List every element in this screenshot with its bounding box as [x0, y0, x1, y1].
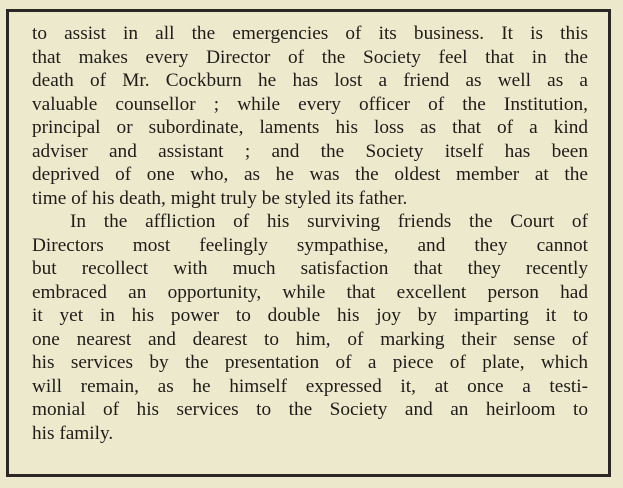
- text-line: will remain, as he himself expressed it, at once a testi-: [32, 375, 588, 397]
- text-line: valuable counsellor ; while every officer of the Institution,: [32, 93, 588, 115]
- page-frame: [6, 9, 611, 477]
- text-line: to assist in all the emergencies of its business. It is this: [32, 23, 588, 44]
- body-text: [32, 22, 588, 445]
- text-line: embraced an opportunity, while that excellent person had: [32, 281, 588, 303]
- text-line: monial of his services to the Society and an heirloom to: [32, 399, 588, 420]
- text-line: adviser and assistant ; and the Society itself has been: [32, 140, 588, 162]
- text-line: deprived of one who, as he was the oldest member at the: [32, 164, 588, 185]
- text-line: it yet in his power to double his joy by imparting it to: [32, 305, 588, 326]
- text-line: death of Mr. Cockburn he has lost a friend as well as a: [32, 70, 588, 91]
- text-line: that makes every Director of the Society feel that in the: [32, 46, 588, 68]
- text-line: principal or subordinate, laments his loss as that of a kind: [32, 117, 588, 138]
- text-line: time of his death, might truly be styled its father.: [32, 187, 408, 209]
- text-line: Directors most feelingly sympathise, and they cannot: [32, 234, 588, 256]
- text-line: In the affliction of his surviving friends the Court of: [70, 211, 588, 232]
- text-line: one nearest and dearest to him, of marking their sense of: [32, 328, 588, 350]
- text-line: but recollect with much satisfaction that they recently: [32, 258, 588, 279]
- text-line: his family.: [32, 422, 114, 444]
- text-line: his services by the presentation of a piece of plate, which: [32, 352, 588, 373]
